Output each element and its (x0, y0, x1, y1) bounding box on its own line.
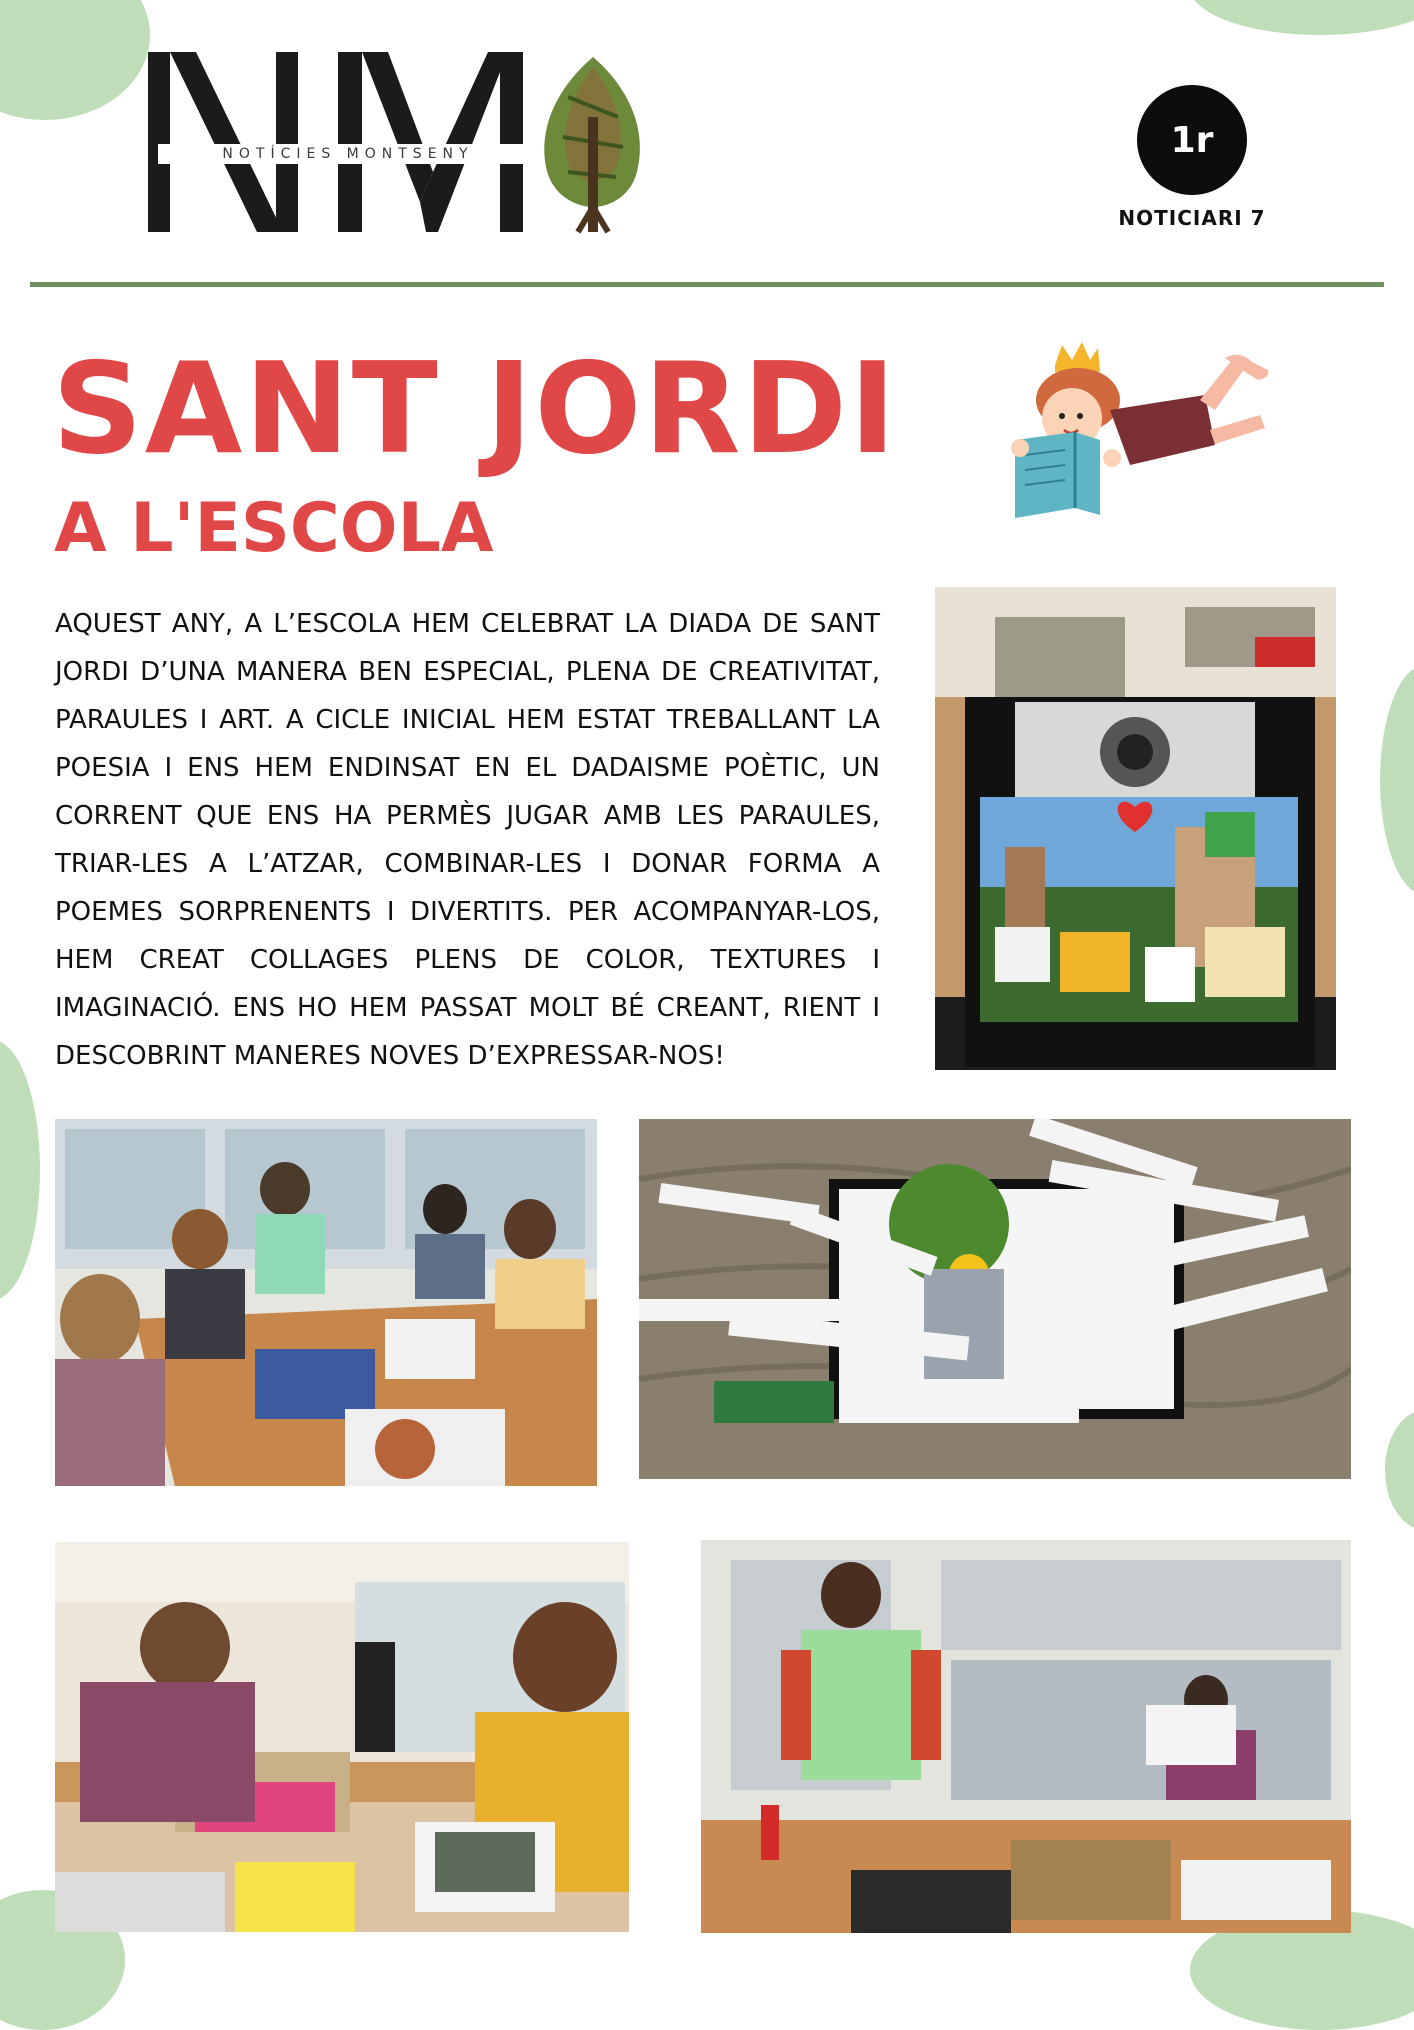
decor-blob (1385, 1410, 1414, 1530)
decor-blob (0, 0, 150, 120)
nm-logo-letters (148, 52, 528, 232)
tree-icon (538, 57, 648, 237)
reader-girl-illustration (1000, 340, 1280, 535)
decor-blob (0, 1040, 40, 1300)
header-divider (30, 282, 1384, 287)
masthead-logo (148, 52, 648, 237)
photo-collage-camera (935, 587, 1336, 1070)
logo-caption: NOTÍCIES MONTSENY (158, 144, 538, 164)
decor-blob (1380, 665, 1414, 895)
decor-blob (1190, 0, 1414, 35)
photo-children-working (55, 1119, 597, 1486)
article-body: AQUEST ANY, A L’ESCOLA HEM CELEBRAT LA DIADA DE SANT JORDI D’UNA MANERA BEN ESPECIAL, PLENA DE CREATIVITAT, PARAULES I ART. A CICLE INICIAL HEM ESTAT TREBALLANT LA POESIA I ENS HEM ENDINSAT EN EL DADAISME POÈTIC, UN CORRENT QUE ENS HA PERMÈS JUGAR AMB LES PARAULES, TRIAR-LES A L’ATZAR, COMBINAR-LES I DONAR FORMA A POEMES SORPRENENTS I DIVERTITS. PER ACOMPANYAR-LOS, HEM CREAT COLLAGES PLENS DE COLOR, TEXTURES I IMAGINACIÓ. ENS HO HEM PASSAT MOLT BÉ CREANT, RIENT I DESCOBRINT MANERES NOVES D’EXPRESSAR-NOS! (55, 609, 880, 1071)
article-subtitle: A L'ESCOLA (54, 489, 494, 568)
photo-children-cutting (55, 1542, 629, 1932)
issue-label: NOTICIARI 7 (1118, 206, 1266, 230)
photo-dada-poem-collage (639, 1119, 1351, 1479)
article-title: SANT JORDI (52, 335, 899, 482)
photo-children-presenting (701, 1540, 1351, 1933)
grade-badge: 1r (1137, 85, 1247, 195)
